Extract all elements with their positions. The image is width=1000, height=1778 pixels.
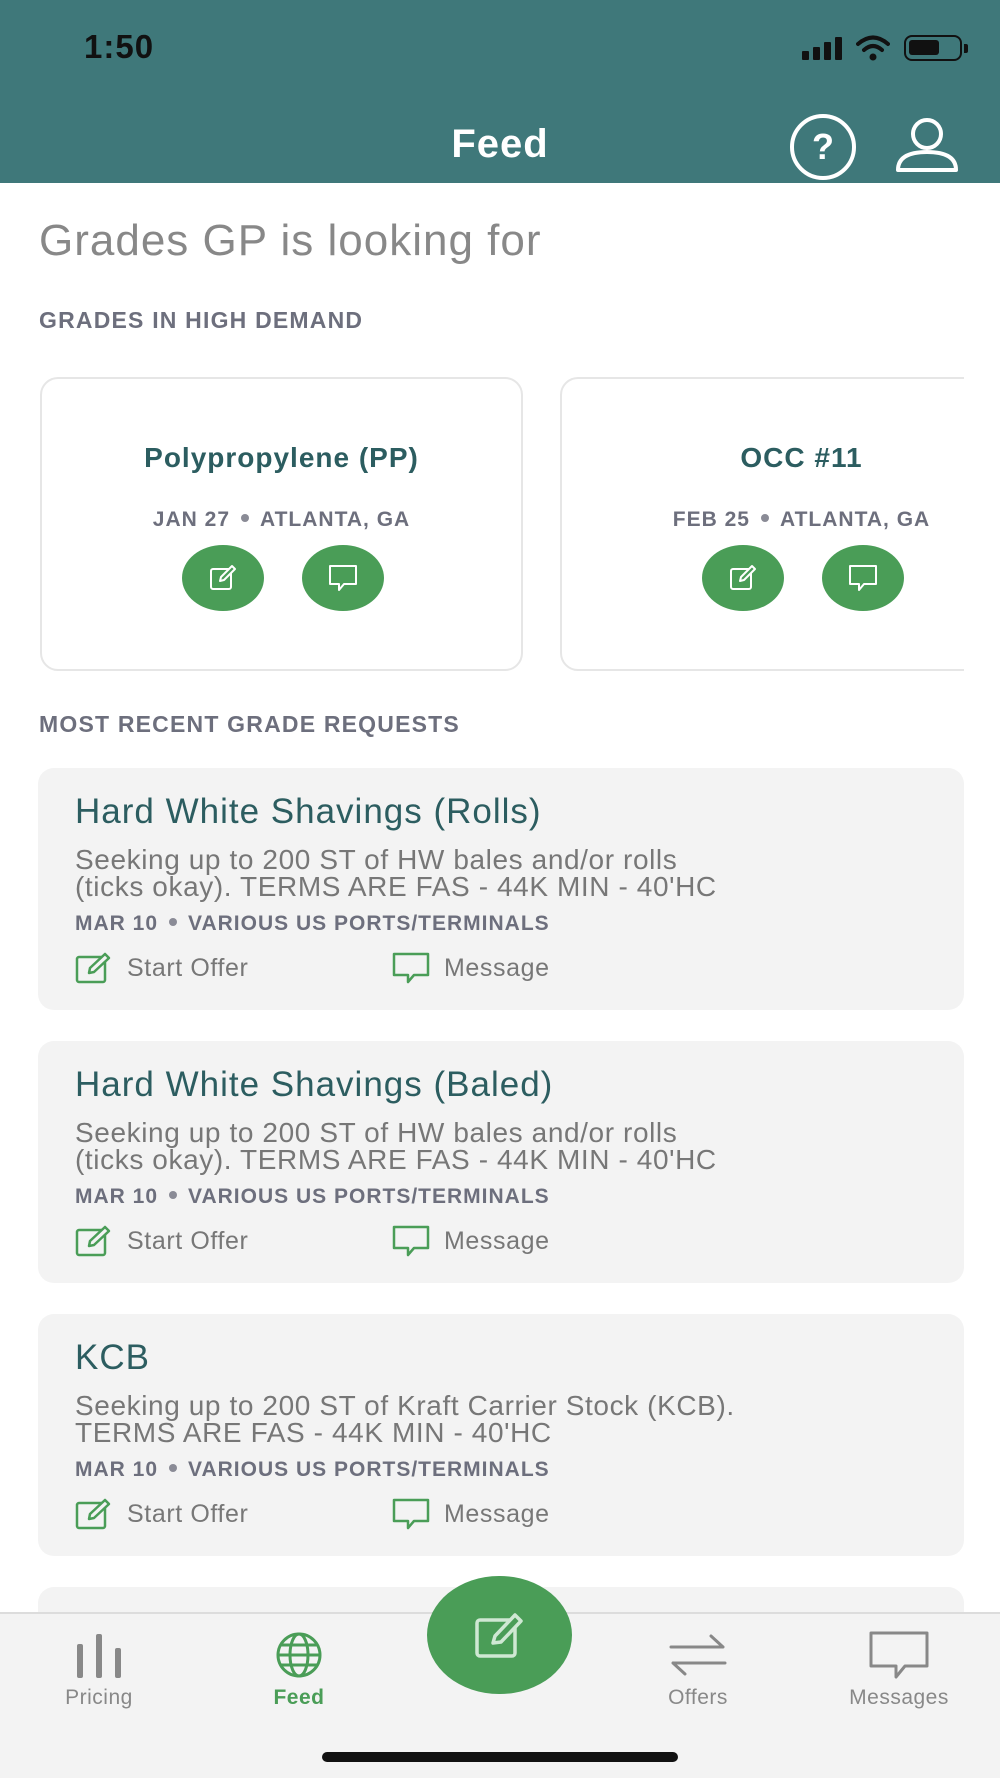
message-label: Message: [444, 1226, 550, 1255]
request-date: MAR 10: [75, 912, 159, 935]
demand-card-meta: [42, 508, 521, 532]
tab-label: Offers: [668, 1686, 728, 1709]
demand-card-date: FEB 25: [672, 508, 750, 531]
start-offer-label: Start Offer: [127, 953, 249, 982]
request-title: KCB: [75, 1338, 150, 1377]
separator-dot: [169, 1191, 177, 1199]
message-button[interactable]: [822, 545, 904, 611]
tab-feed[interactable]: [219, 1630, 379, 1710]
start-offer-link[interactable]: [75, 1498, 248, 1530]
new-offer-fab[interactable]: [427, 1576, 572, 1694]
request-meta: [75, 1458, 550, 1482]
profile-button[interactable]: [892, 112, 962, 182]
tab-messages[interactable]: [819, 1630, 979, 1710]
request-card[interactable]: [38, 1314, 964, 1556]
start-offer-link[interactable]: [75, 1225, 248, 1257]
edit-icon: [728, 563, 758, 593]
page-title: Feed: [451, 122, 549, 166]
separator-dot: [169, 918, 177, 926]
high-demand-label: GRADES IN HIGH DEMAND: [39, 307, 364, 333]
request-title: Hard White Shavings (Baled): [75, 1065, 554, 1104]
chat-bubble-icon: [392, 1225, 430, 1257]
request-description-line: (ticks okay). TERMS ARE FAS - 44K MIN - 40'HC: [75, 871, 717, 902]
edit-icon: [75, 1225, 113, 1257]
chat-bubble-icon: [327, 563, 359, 593]
message-link[interactable]: [392, 1498, 550, 1530]
start-offer-link[interactable]: [75, 952, 248, 984]
request-location: VARIOUS US PORTS/TERMINALS: [188, 1185, 550, 1208]
request-description: [75, 1119, 945, 1173]
request-description: [75, 846, 945, 900]
battery-icon: [904, 35, 962, 61]
request-location: VARIOUS US PORTS/TERMINALS: [188, 1458, 550, 1481]
bar-chart-icon: [71, 1630, 127, 1680]
demand-card-location: ATLANTA, GA: [780, 508, 931, 531]
request-description-line: Seeking up to 200 ST of HW bales and/or rolls: [75, 1117, 678, 1148]
edit-icon: [75, 952, 113, 984]
recent-requests-label: MOST RECENT GRADE REQUESTS: [39, 711, 460, 737]
edit-icon: [75, 1498, 113, 1530]
demand-card-location: ATLANTA, GA: [260, 508, 411, 531]
edit-icon: [471, 1610, 529, 1660]
request-card[interactable]: [38, 1041, 964, 1283]
feed-heading: Grades GP is looking for: [39, 216, 542, 265]
message-label: Message: [444, 1499, 550, 1528]
cellular-signal-icon: [802, 36, 842, 60]
message-link[interactable]: [392, 952, 550, 984]
chat-bubble-icon: [868, 1630, 930, 1680]
separator-dot: [761, 514, 769, 522]
request-location: VARIOUS US PORTS/TERMINALS: [188, 912, 550, 935]
edit-icon: [208, 563, 238, 593]
demand-card[interactable]: [560, 377, 1000, 671]
request-description: [75, 1392, 945, 1446]
message-label: Message: [444, 953, 550, 982]
swap-arrows-icon: [667, 1630, 729, 1680]
tab-offers[interactable]: [618, 1630, 778, 1710]
request-card[interactable]: [38, 768, 964, 1010]
help-button[interactable]: [788, 112, 858, 182]
demand-card-title: Polypropylene (PP): [144, 442, 419, 473]
chat-bubble-icon: [392, 1498, 430, 1530]
demand-card-meta: [562, 508, 1000, 532]
carousel-clip: [964, 360, 1000, 680]
demand-card[interactable]: [40, 377, 523, 671]
request-meta: [75, 1185, 550, 1209]
start-offer-label: Start Offer: [127, 1499, 249, 1528]
request-title: Hard White Shavings (Rolls): [75, 792, 542, 831]
globe-icon: [271, 1630, 327, 1680]
chat-bubble-icon: [392, 952, 430, 984]
request-date: MAR 10: [75, 1458, 159, 1481]
tab-label: Pricing: [65, 1686, 133, 1709]
demand-card-date: JAN 27: [152, 508, 230, 531]
message-button[interactable]: [302, 545, 384, 611]
separator-dot: [169, 1464, 177, 1472]
start-offer-button[interactable]: [182, 545, 264, 611]
separator-dot: [241, 514, 249, 522]
home-indicator: [322, 1752, 678, 1762]
app-header: [0, 0, 1000, 183]
tab-label: Messages: [849, 1686, 949, 1709]
start-offer-button[interactable]: [702, 545, 784, 611]
tab-label: Feed: [273, 1686, 325, 1709]
user-icon: [892, 112, 962, 182]
request-description-line: TERMS ARE FAS - 44K MIN - 40'HC: [75, 1417, 552, 1448]
tab-pricing[interactable]: [19, 1630, 179, 1710]
demand-card-title: OCC #11: [740, 442, 863, 473]
status-icons: [802, 34, 962, 62]
start-offer-label: Start Offer: [127, 1226, 249, 1255]
help-icon: [788, 112, 858, 182]
svg-text:?: ?: [812, 126, 834, 167]
request-description-line: (ticks okay). TERMS ARE FAS - 44K MIN - 40'HC: [75, 1144, 717, 1175]
wifi-icon: [856, 35, 890, 61]
request-date: MAR 10: [75, 1185, 159, 1208]
request-description-line: Seeking up to 200 ST of Kraft Carrier Stock (KCB).: [75, 1390, 735, 1421]
request-description-line: Seeking up to 200 ST of HW bales and/or rolls: [75, 844, 678, 875]
status-time: 1:50: [84, 28, 155, 65]
message-link[interactable]: [392, 1225, 550, 1257]
chat-bubble-icon: [847, 563, 879, 593]
request-meta: [75, 912, 550, 936]
